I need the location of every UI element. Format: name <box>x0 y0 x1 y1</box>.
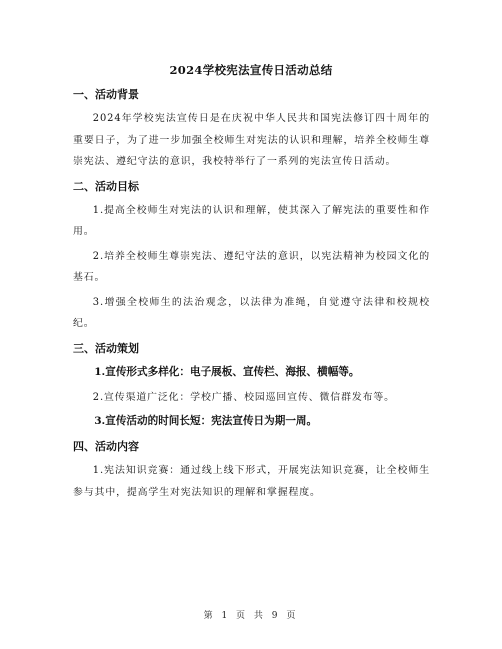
section-heading-content: 四、活动内容 <box>73 440 139 453</box>
paragraph-content-1: 1.宪法知识竞赛：通过线上线下形式，开展宪法知识竞赛，让全校师生参与其中，提高学生对宪法知识的理解和掌握程度。 <box>73 465 430 498</box>
document-body <box>73 84 430 506</box>
page-footer: 第 1 页 共 9 页 <box>203 611 299 621</box>
paragraph-goal-2: 2.培养全校师生尊崇宪法、遵纪守法的意识，以宪法精神为校园文化的基石。 <box>73 250 430 283</box>
section-heading-goals: 二、活动目标 <box>73 179 139 193</box>
section-heading-background: 一、活动背景 <box>73 88 139 101</box>
planning-item-1: 1.宣传形式多样化：电子展板、宣传栏、海报、横幅等。 <box>94 365 360 378</box>
section-heading-planning: 三、活动策划 <box>73 341 139 355</box>
paragraph-goal-1: 1.提高全校师生对宪法的认识和理解，使其深入了解宪法的重要性和作用。 <box>73 204 430 237</box>
paragraph-goal-3: 3.增强全校师生的法治观念，以法律为准绳，自觉遵守法律和校规校纪。 <box>73 296 430 329</box>
paragraph-background: 2024年学校宪法宣传日是在庆祝中华人民共和国宪法修订四十周年的重要日子，为了进一步加强全校师生对宪法的认识和理解，培养全校师生尊崇宪法、遵纪守法的意识，我校特举行了一系列的宪法宣传日活动。 <box>73 113 430 167</box>
planning-item-2: 2.宣传渠道广泛化：学校广播、校园巡回宣传、微信群发布等。 <box>92 391 395 403</box>
planning-item-3: 3.宣传活动的时间长短：宪法宣传日为期一周。 <box>94 415 318 427</box>
document-title: 2024学校宪法宣传日活动总结 <box>169 63 333 77</box>
